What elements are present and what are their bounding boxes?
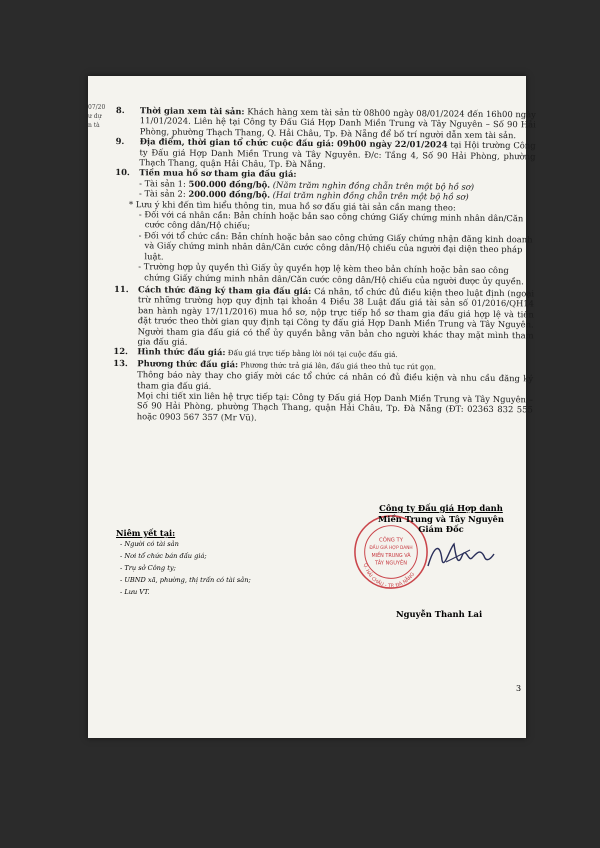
contact-paragraph: Mọi chi tiết xin liên hệ trực tiếp tại: Công ty Đấu giá Hợp Danh Miền Trung và Tây Nguyên – Số 90 Hải Phòng, phường Thạch Thang, quận Hải Châu, Tp. Đà Nẵng (ĐT: 02363 832 555 hoặc 0903 567 357 (Mr Vũ). xyxy=(136,390,533,423)
item-text: Đấu giá trực tiếp bằng lời nói tại cuộc đấu giá. xyxy=(225,348,398,360)
item-number: 8. xyxy=(115,105,125,116)
item-number: 9. xyxy=(115,136,125,147)
edge-text: ư dự xyxy=(88,113,102,120)
item-8 xyxy=(116,105,536,141)
posted-title: Niêm yết tại: xyxy=(116,528,176,538)
signer-name: Nguyễn Thanh Lai xyxy=(396,609,483,619)
list-item: - Người có tài sản xyxy=(120,540,179,548)
item-11 xyxy=(113,284,534,351)
stamp-text: TÂY NGUYÊN xyxy=(375,560,407,567)
stamp-text: MIỀN TRUNG VÀ xyxy=(371,552,411,559)
item-label: Tiền mua hồ sơ tham gia đấu giá: xyxy=(139,167,297,180)
fee-value: 500.000 đồng/bộ. xyxy=(188,178,271,190)
handwritten-signature xyxy=(424,536,496,576)
closing-paragraph: Thông báo này thay cho giấy mời các tổ chức cá nhân có đủ điều kiện và nhu cầu đăng ký tham gia đấu giá. xyxy=(137,369,534,391)
page-number: 3 xyxy=(516,684,522,693)
signature-block xyxy=(356,503,526,535)
item-number: 12. xyxy=(113,346,129,357)
doc-requirement: - Đối với cá nhân cần: Bản chính hoặc bản sao công chứng Giấy chứng minh nhân dân/Căn cước công dân/Hộ chiếu; xyxy=(138,209,524,231)
edge-text: 07/20 xyxy=(88,104,106,111)
item-text: Phương thức trả giá lên, đấu giá theo thủ tục rút gọn. xyxy=(238,360,437,372)
item-label: Địa điểm, thời gian tổ chức cuộc đấu giá: 09h00 ngày 22/01/2024 xyxy=(139,136,448,150)
list-item: - Lưu VT. xyxy=(120,588,150,596)
posted-list xyxy=(116,538,316,598)
item-number: 13. xyxy=(113,357,128,368)
edge-text: n tà xyxy=(88,122,100,129)
item-label: Thời gian xem tài sản: xyxy=(139,105,245,117)
fee-prefix: - Tài sản 1: xyxy=(139,178,189,189)
doc-requirement: - Đối với tổ chức cần: Bản chính hoặc bản sao công chứng Giấy chứng nhận đăng kinh doanh và Giấy chứng minh nhân dân/Căn cước công dân/Hộ chiếu của người đại diện theo pháp luật. xyxy=(138,230,533,262)
svg-text:Q. HẢI CHÂU - TP. ĐÀ NẴNG xyxy=(362,563,416,589)
fee-value: 200.000 đồng/bộ. xyxy=(188,189,271,200)
document-body xyxy=(113,105,536,426)
posted-at-block xyxy=(116,528,316,598)
item-label: Cách thức đăng ký tham gia đấu giá: xyxy=(138,284,312,296)
fee-prefix: - Tài sản 2: xyxy=(139,188,189,200)
item-9 xyxy=(115,136,535,172)
signer-role: Giám Đốc xyxy=(418,524,464,534)
item-text: tại Hội trường Công ty Đấu giá Hợp Danh Miền Trung và Tây Nguyên. Đ/c: Tầng 4, Số 90 Hải Phòng, phường Thạch Thang, quận Hải Châu, Tp. Đà Nẵng. xyxy=(139,139,536,170)
item-number: 10. xyxy=(115,167,130,178)
stamp-ring-text: Q. HẢI CHÂU - TP. ĐÀ NẴNG xyxy=(361,562,417,590)
fee-note: (Hai trăm nghìn đồng chẵn trên một bộ hồ sơ) xyxy=(269,189,469,202)
org-name-line1: Công ty Đấu giá Hợp danh xyxy=(379,503,503,513)
list-item: - Trụ sở Công ty; xyxy=(120,564,176,572)
item-number: 11. xyxy=(114,283,129,295)
org-name-line2: Miền Trung và Tây Nguyên xyxy=(378,513,504,524)
list-item: - UBND xã, phường, thị trấn có tài sản; xyxy=(120,576,251,584)
fee-note: (Năm trăm nghìn đồng chẵn trên một bộ hồ sơ) xyxy=(270,179,475,192)
item-text: Cá nhân, tổ chức đủ điều kiện theo luật định (ngoại trừ những trường hợp quy định tại khoản 4 Điều 38 Luật đấu giá tài sản số 01/2016/QH14 ban hành ngày 17/11/2016) mua hồ sơ, nộp trực tiếp hồ sơ tham gia đấu giá hợp lệ và tiền đặt trước theo thời gian quy định tại Công ty đấu giá Hợp Danh Miền Trung và Tây Nguyên. Người tham gia đấu giá có thể ủy quyền bằng văn bản cho người khác thay mặt mình tham gia đấu giá. xyxy=(137,285,535,347)
doc-requirement: - Trường hợp ủy quyền thì Giấy ủy quyền hợp lệ kèm theo bản chính hoặc bản sao công chứng Giấy chứng minh nhân dân/Căn cước công dân/Hộ chiếu của người được ủy quyền. xyxy=(138,261,524,286)
stamp-text: ĐẤU GIÁ HỢP DANH xyxy=(369,546,413,552)
item-label: Hình thức đấu giá: xyxy=(137,346,226,358)
fee-note-line: * Lưu ý khi đến tìm hiểu thông tin, mua hồ sơ đấu giá tài sản cần mang theo: xyxy=(128,198,456,213)
item-label: Phương thức đấu giá: xyxy=(137,357,239,370)
item-text: Khách hàng xem tài sản từ 08h00 ngày 08/01/2024 đến 16h00 ngày 11/01/2024. Liên hệ tại Công ty Đấu Giá Hợp Danh Miền Trung và Tây Nguyên – Số 90 Hải Phòng, phường Thạch Thang, Q. Hải Châu, Tp. Đà Nẵng để bố trí người dẫn xem tài sản. xyxy=(139,106,536,141)
left-edge-fragment xyxy=(88,103,112,130)
list-item: - Nơi tổ chức bán đấu giá; xyxy=(120,552,207,560)
stamp-text: CÔNG TY xyxy=(379,537,403,544)
